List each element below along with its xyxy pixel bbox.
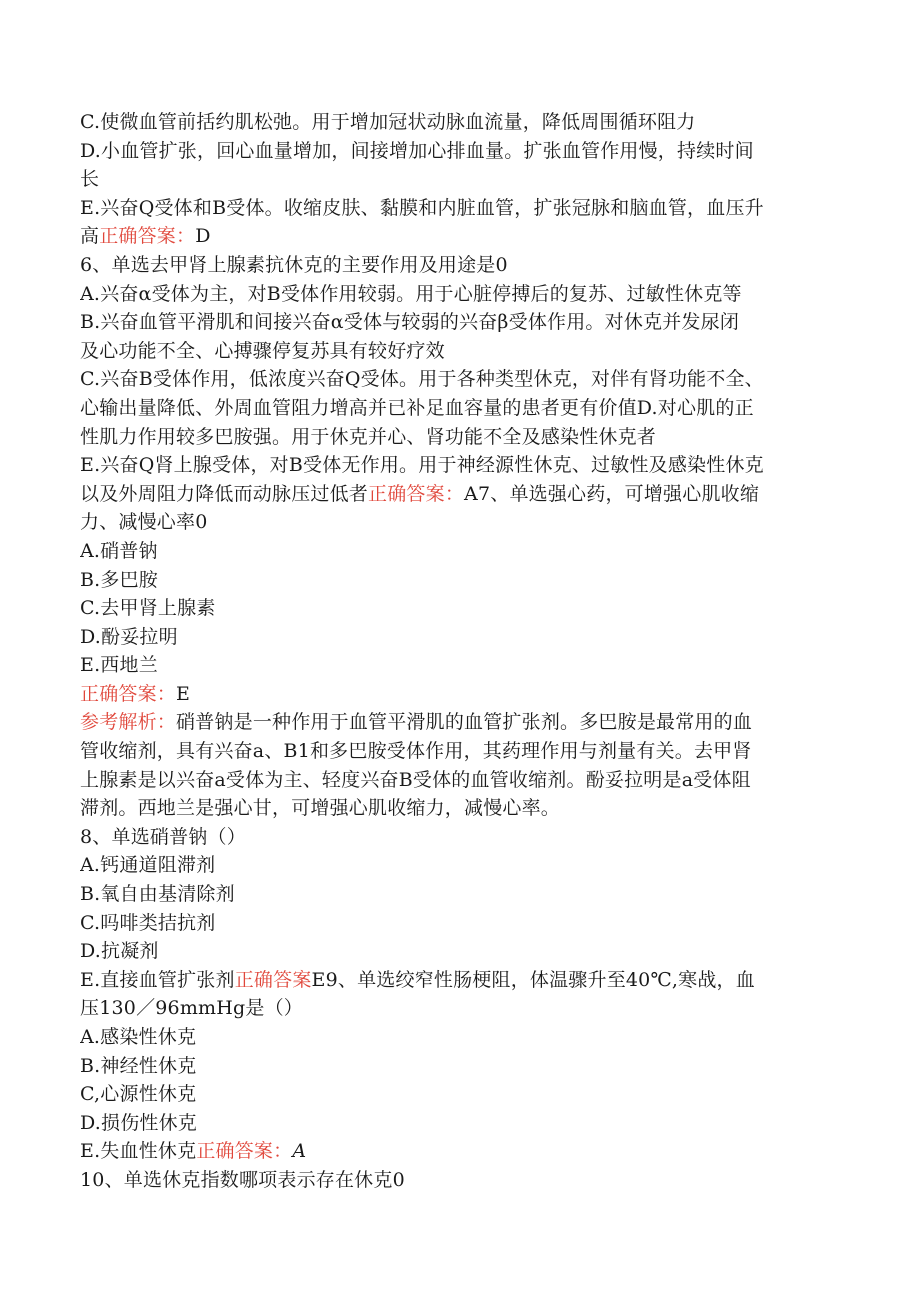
- q5-option-d-line1: D.小血管扩张，回心血量增加，间接增加心排血量。扩张血管作用慢，持续时间: [80, 139, 754, 162]
- q6-title: 6、单选去甲肾上腺素抗休克的主要作用及用途是0: [80, 253, 508, 276]
- q7-option-a: A.硝普钠: [80, 539, 158, 562]
- q8-option-e: E.直接血管扩张剂: [80, 968, 235, 991]
- q9-title-line2: 压130／96mmHg是（）: [80, 997, 304, 1020]
- q6-answer-label: 正确答案：: [368, 482, 465, 505]
- q8-answer-label: 正确答案: [234, 968, 312, 991]
- q7-analysis-line3: 上腺素是以兴奋a受体为主、轻度兴奋B受体的血管收缩剂。酚妥拉明是a受体阻: [80, 768, 751, 791]
- q8-title: 8、单选硝普钠（）: [80, 825, 246, 848]
- q7-analysis-text1: 硝普钠是一种作用于血管平滑肌的血管扩张剂。多巴胺是最常用的血: [176, 711, 753, 734]
- q8-answer-and-q9-title: E9、单选绞窄性肠梗阻，体温骤升至40℃,寒战，血: [311, 968, 755, 991]
- q5-option-d-line2: 长: [80, 168, 100, 191]
- q5-option-e-tail: 高: [80, 225, 100, 248]
- q6-answer-and-q7-title: A7、单选强心药，可增强心肌收缩: [464, 482, 760, 505]
- q5-answer: D: [195, 225, 211, 248]
- q5-option-e-line2: [80, 222, 845, 251]
- q5-answer-label: 正确答案：: [99, 225, 196, 248]
- q7-option-e: E.西地兰: [80, 654, 158, 677]
- q9-option-e-line: [80, 1137, 845, 1166]
- q6-option-e-line2: [80, 480, 845, 509]
- q7-analysis-line1: [80, 708, 845, 737]
- q9-option-b: B.神经性休克: [80, 1054, 197, 1077]
- q8-option-d: D.抗凝剂: [80, 940, 159, 963]
- q9-option-d: D.损伤性休克: [80, 1111, 197, 1134]
- q6-option-b-line2: 及心功能不全、心搏骤停复苏具有较好疗效: [80, 339, 445, 362]
- q7-answer-line: [80, 680, 845, 709]
- q7-answer: E: [176, 682, 191, 705]
- q8-option-b: B.氧自由基清除剂: [80, 883, 235, 906]
- q7-answer-label: 正确答案：: [80, 682, 177, 705]
- q5-option-c: C.使微血管前括约肌松弛。用于增加冠状动脉血流量，降低周围循环阻力: [80, 111, 696, 133]
- q7-option-b: B.多巴胺: [80, 568, 159, 591]
- q6-option-c-line3: 性肌力作用较多巴胺强。用于休克并心、肾功能不全及感染性休克者: [80, 425, 657, 448]
- q6-option-a: A.兴奋α受体为主，对B受体作用较弱。用于心脏停搏后的复苏、过敏性休克等: [80, 282, 742, 305]
- q10-title: 10、单选休克指数哪项表示存在休克0: [80, 1168, 405, 1191]
- q6-option-e-line1: E.兴奋Q肾上腺受体，对B受体无作用。用于神经源性休克、过敏性及感染性休克: [80, 454, 764, 477]
- q9-answer: A: [292, 1140, 307, 1163]
- q8-option-e-line: [80, 966, 845, 995]
- q5-option-e-line1: E.兴奋Q受体和B受体。收缩皮肤、黏膜和内脏血管，扩张冠脉和脑血管，血压升: [80, 196, 764, 219]
- q9-option-e: E.失血性休克: [80, 1140, 197, 1163]
- q7-analysis-line2: 管收缩剂，具有兴奋a、B1和多巴胺受体作用，其药理作用与剂量有关。去甲肾: [80, 740, 752, 763]
- q8-option-c: C.吗啡类拮抗剂: [80, 911, 216, 934]
- q6-option-c-line1: C.兴奋B受体作用，低浓度兴奋Q受体。用于各种类型休克，对伴有肾功能不全、: [80, 368, 764, 391]
- q6-option-e-tail: 以及外周阻力降低而动脉压过低者: [80, 482, 369, 505]
- q7-analysis-label: 参考解析：: [80, 711, 177, 734]
- q7-title-line2: 力、减慢心率0: [80, 511, 208, 534]
- q9-option-c: C,心源性休克: [80, 1083, 197, 1106]
- q6-option-c-line2: 心输出量降低、外周血管阻力增高并已补足血容量的患者更有价值D.对心肌的正: [80, 396, 754, 419]
- q6-option-b-line1: B.兴奋血管平滑肌和间接兴奋α受体与较弱的兴奋β受体作用。对休克并发尿闭: [80, 311, 740, 334]
- q7-option-d: D.酚妥拉明: [80, 625, 178, 648]
- q7-analysis-line4: 滞剂。西地兰是强心甘，可增强心肌收缩力，减慢心率。: [80, 797, 561, 820]
- q9-answer-label: 正确答案：: [196, 1140, 293, 1163]
- q7-option-c: C.去甲肾上腺素: [80, 597, 216, 620]
- q8-option-a: A.钙通道阻滞剂: [80, 854, 216, 877]
- q9-option-a: A.感染性休克: [80, 1026, 197, 1048]
- document-page: [80, 108, 845, 1195]
